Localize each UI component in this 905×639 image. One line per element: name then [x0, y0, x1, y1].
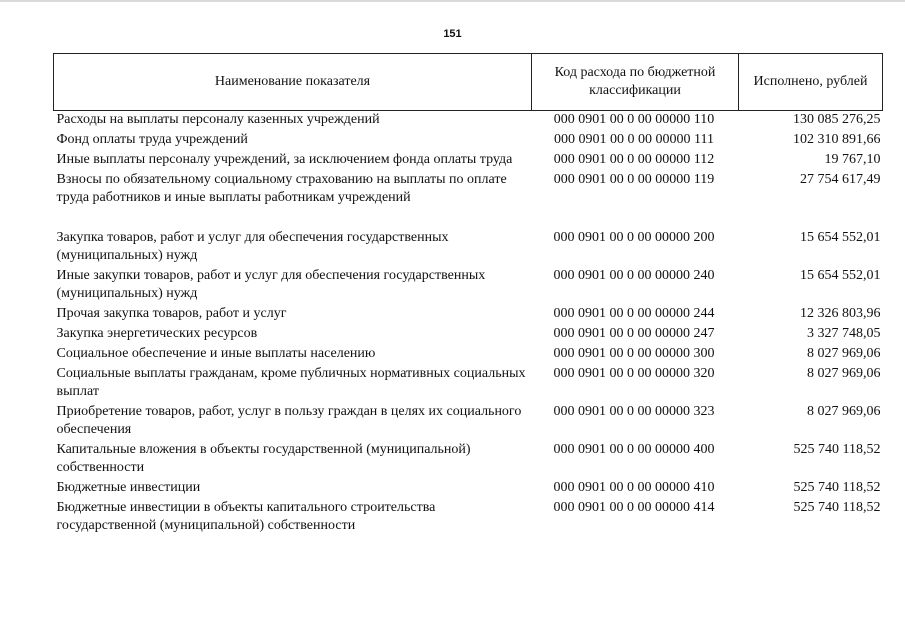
row-amount: 525 740 118,52 — [793, 480, 881, 495]
header-amount: Исполнено, рублей — [739, 54, 883, 111]
row-amount: 8 027 969,06 — [807, 346, 881, 361]
row-code: 000 0901 00 0 00 00000 244 — [553, 306, 715, 321]
table-row — [54, 403, 883, 441]
row-name: Социальное обеспечение и иные выплаты населению — [56, 346, 376, 361]
row-code: 000 0901 00 0 00 00000 110 — [553, 112, 715, 127]
row-code: 000 0901 00 0 00 00000 300 — [553, 346, 715, 361]
header-code: Код расхода по бюджетной классификации — [532, 54, 739, 111]
row-code: 000 0901 00 0 00 00000 323 — [553, 404, 715, 419]
table-row — [54, 441, 883, 479]
row-name: Социальные выплаты гражданам, кроме публичных нормативных социальных выплат — [56, 366, 526, 399]
row-amount: 15 654 552,01 — [800, 268, 881, 283]
table-row — [54, 131, 883, 151]
row-amount: 27 754 617,49 — [800, 172, 881, 187]
row-code: 000 0901 00 0 00 00000 112 — [553, 152, 715, 167]
expenditure-table — [53, 53, 883, 537]
row-name: Закупка товаров, работ и услуг для обеспечения государственных (муниципальных) нужд — [56, 230, 449, 263]
page-number: 151 — [443, 28, 462, 40]
scan-edge — [0, 0, 905, 2]
header-name: Наименование показателя — [54, 54, 532, 111]
row-amount: 19 767,10 — [824, 152, 881, 167]
row-amount: 525 740 118,52 — [793, 500, 881, 515]
table-row — [54, 479, 883, 499]
table-row — [54, 325, 883, 345]
table-row — [54, 499, 883, 537]
row-name: Расходы на выплаты персоналу казенных учреждений — [56, 112, 380, 127]
table-row — [54, 267, 883, 305]
row-code: 000 0901 00 0 00 00000 247 — [553, 326, 715, 341]
row-code: 000 0901 00 0 00 00000 200 — [553, 230, 715, 245]
row-code: 000 0901 00 0 00 00000 320 — [553, 366, 715, 381]
row-name: Иные выплаты персоналу учреждений, за исключением фонда оплаты труда — [56, 152, 513, 167]
table-row — [54, 365, 883, 403]
row-amount: 8 027 969,06 — [807, 404, 881, 419]
row-name: Закупка энергетических ресурсов — [56, 326, 258, 341]
row-code: 000 0901 00 0 00 00000 119 — [553, 172, 715, 187]
row-amount: 525 740 118,52 — [793, 442, 881, 457]
row-amount: 3 327 748,05 — [807, 326, 881, 341]
row-name: Фонд оплаты труда учреждений — [56, 132, 248, 147]
row-name: Иные закупки товаров, работ и услуг для обеспечения государственных (муниципальных) нужд — [56, 268, 486, 301]
row-amount: 8 027 969,06 — [807, 366, 881, 381]
row-amount: 12 326 803,96 — [800, 306, 881, 321]
row-code: 000 0901 00 0 00 00000 414 — [553, 500, 715, 515]
table-row — [54, 305, 883, 325]
table-header-row — [54, 54, 883, 111]
row-name: Приобретение товаров, работ, услуг в пользу граждан в целях их социального обеспечения — [56, 404, 522, 437]
row-amount: 102 310 891,66 — [793, 132, 881, 147]
row-name: Взносы по обязательному социальному страхованию на выплаты по оплате труда работников и иные выплаты работникам учреждений — [56, 172, 507, 205]
table-row — [54, 111, 883, 132]
row-code: 000 0901 00 0 00 00000 240 — [553, 268, 715, 283]
row-code: 000 0901 00 0 00 00000 410 — [553, 480, 715, 495]
table-row — [54, 171, 883, 229]
row-name: Прочая закупка товаров, работ и услуг — [56, 306, 287, 321]
row-name: Бюджетные инвестиции — [56, 480, 201, 495]
table-row — [54, 229, 883, 267]
table-row — [54, 151, 883, 171]
row-amount: 15 654 552,01 — [800, 230, 881, 245]
row-amount: 130 085 276,25 — [793, 112, 881, 127]
row-name: Бюджетные инвестиции в объекты капитального строительства государственной (муниципальной) собственности — [56, 500, 436, 533]
table-row — [54, 345, 883, 365]
row-name: Капитальные вложения в объекты государственной (муниципальной) собственности — [56, 442, 471, 475]
row-code: 000 0901 00 0 00 00000 111 — [554, 132, 714, 147]
row-code: 000 0901 00 0 00 00000 400 — [553, 442, 715, 457]
